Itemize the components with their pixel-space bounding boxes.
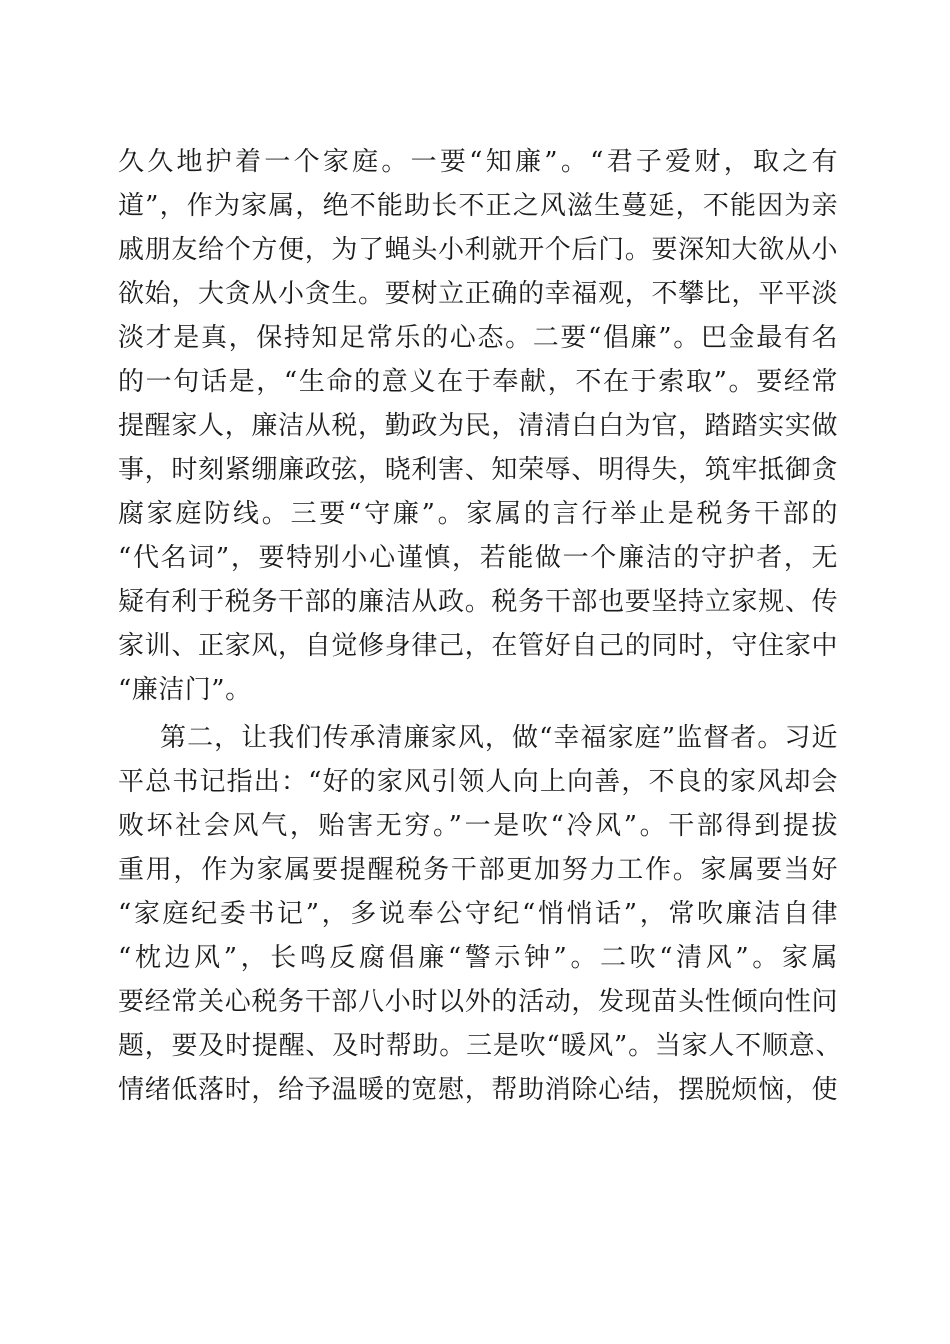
text-line: 重用，作为家属要提醒税务干部更加努力工作。家属要当好 bbox=[118, 855, 838, 885]
text-line: 家训、正家风，自觉修身律己，在管好自己的同时，守住家中 bbox=[118, 631, 838, 661]
text-line: “枕边风”，长鸣反腐倡廉“警示钟”。二吹“清风”。家属 bbox=[118, 943, 838, 973]
text-line: 道”，作为家属，绝不能助长不正之风滋生蔓延，不能因为亲 bbox=[118, 191, 838, 221]
text-line: 淡才是真，保持知足常乐的心态。二要“倡廉”。巴金最有名 bbox=[118, 323, 838, 353]
text-line: 情绪低落时，给予温暖的宽慰，帮助消除心结，摆脱烦恼，使 bbox=[118, 1075, 838, 1105]
text-line: 要经常关心税务干部八小时以外的活动，发现苗头性倾向性问 bbox=[118, 987, 838, 1017]
text-line: 久久地护着一个家庭。一要“知廉”。“君子爱财，取之有 bbox=[118, 147, 838, 177]
text-line: 题，要及时提醒、及时帮助。三是吹“暖风”。当家人不顺意、 bbox=[118, 1031, 842, 1061]
text-line: “代名词”，要特别小心谨慎，若能做一个廉洁的守护者，无 bbox=[118, 543, 838, 573]
text-line: 事，时刻紧绷廉政弦，晓利害、知荣辱、明得失，筑牢抵御贪 bbox=[118, 455, 838, 485]
text-line: 提醒家人，廉洁从税，勤政为民，清清白白为官，踏踏实实做 bbox=[118, 411, 838, 441]
paragraph-first-line: 第二，让我们传承清廉家风，做“幸福家庭”监督者。习近 bbox=[160, 723, 838, 753]
text-line: 败坏社会风气，贻害无穷。”一是吹“冷风”。干部得到提拔 bbox=[118, 811, 838, 841]
text-line: 腐家庭防线。三要“守廉”。家属的言行举止是税务干部的 bbox=[118, 499, 838, 529]
text-line: 戚朋友给个方便，为了蝇头小利就开个后门。要深知大欲从小 bbox=[118, 235, 838, 265]
text-line: 疑有利于税务干部的廉洁从政。税务干部也要坚持立家规、传 bbox=[118, 587, 838, 617]
text-line: 平总书记指出：“好的家风引领人向上向善，不良的家风却会 bbox=[118, 767, 838, 797]
text-line: 欲始，大贪从小贪生。要树立正确的幸福观，不攀比，平平淡 bbox=[118, 279, 838, 309]
text-line: “家庭纪委书记”，多说奉公守纪“悄悄话”，常吹廉洁自律 bbox=[118, 899, 838, 929]
text-line: 的一句话是，“生命的意义在于奉献，不在于索取”。要经常 bbox=[118, 367, 838, 397]
text-line: “廉洁门”。 bbox=[118, 675, 252, 705]
